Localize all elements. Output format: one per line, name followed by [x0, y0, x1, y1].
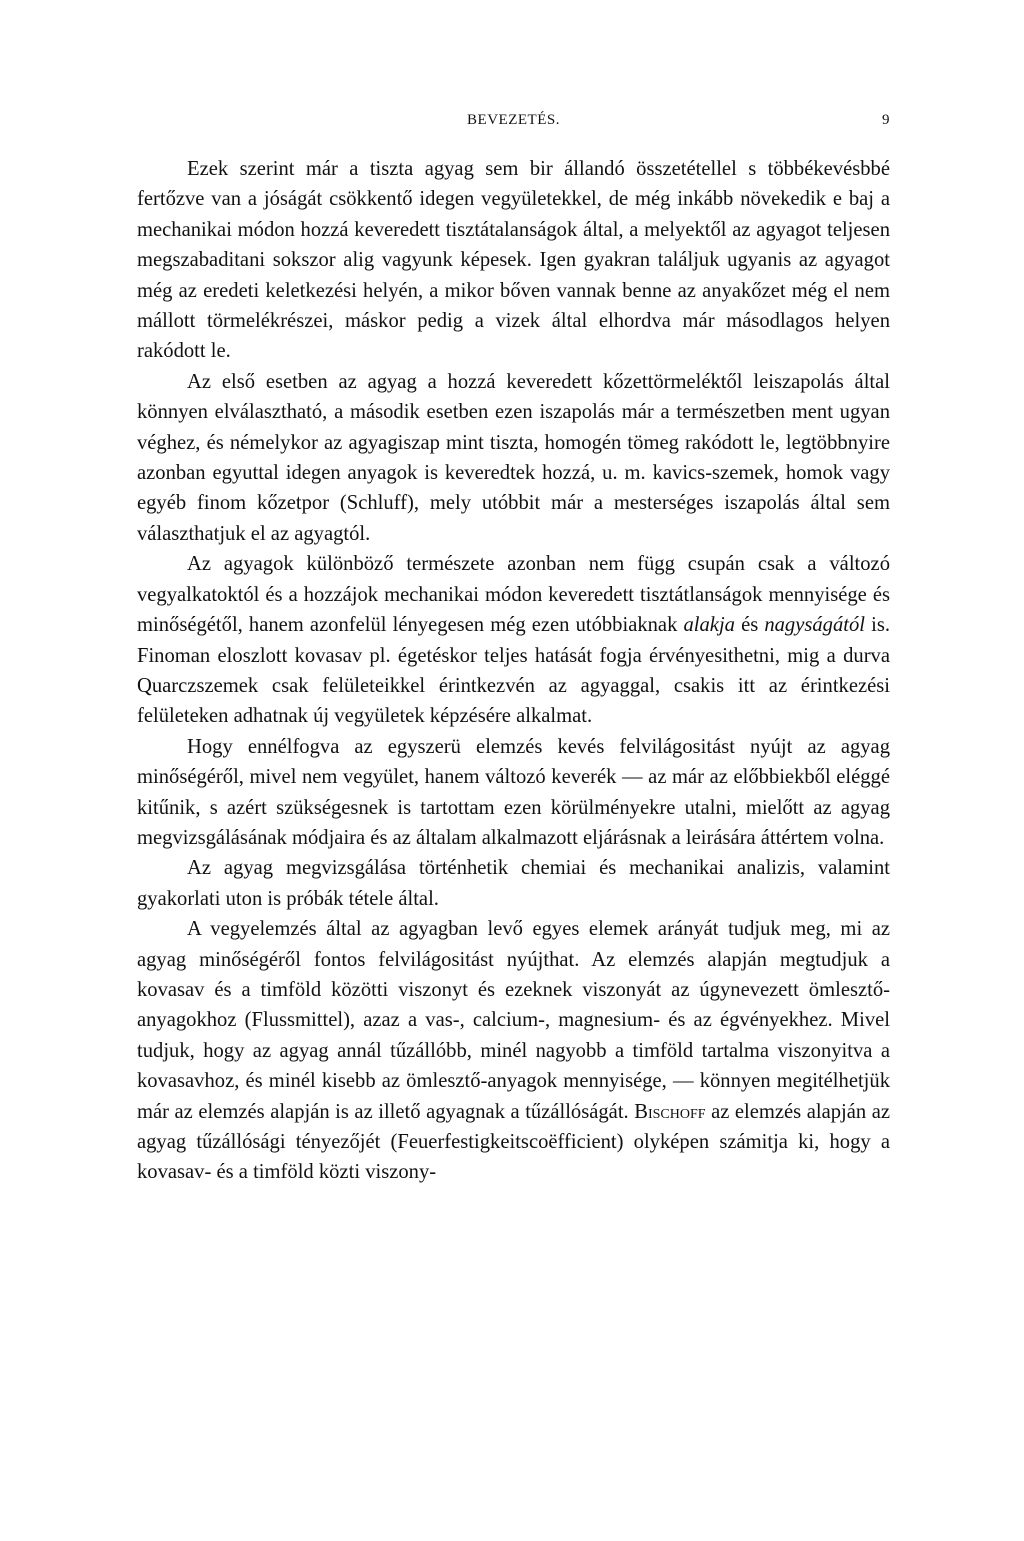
paragraph-3-text-c: is. Finoman eloszlott kovasav pl. égetéskor teljes hatását fogja érvényesithetni, mig a durva Quarczszemek csak felületeikkel érintkezvén az agyaggal, csakis itt az érintkezési felületeken adhatnak új vegyületek képzésére alkalmat. [137, 614, 890, 728]
page-number: 9 [882, 112, 890, 128]
paragraph-6-text-a: A vegyelemzés által az agyagban levő egyes elemek arányát tudjuk meg, mi az agyag minőségéről fontos felvilágositást nyújthat. Az elemzés alapján megtudjuk a kovasav és a timföld közötti viszonyt és ezeknek viszonyát az úgynevezett ömlesztő-anyagokhoz (Flussmittel), azaz a vas-, calcium-, magnesium- és az égvényekhez. Mivel tudjuk, hogy az agyag annál tűzállóbb, minél nagyobb a timföld tartalma viszonyitva a kovasavhoz, és minél kisebb az ömlesztő-anyagok mennyisége, — könnyen megitélhetjük már az elemzés alapján is az illető agyagnak a tűzállóságát. [137, 918, 890, 1123]
paragraph-1: Ezek szerint már a tiszta agyag sem bir állandó összetétellel s többékevésbbé fertőzve van a jóságát csökkentő idegen vegyületekkel, de még inkább növekedik e baj a mechanikai módon hozzá keveredett tisztátalanságok által, a melyektől az agyagot teljesen megszabaditani sokszor alig vagyunk képesek. Igen gyakran találjuk ugyanis az agyagot még az eredeti keletkezési helyén, a mikor bőven vannak benne az anyakőzet még el nem mállott törmelékrészei, máskor pedig a vizek által elhordva már másodlagos helyen rakódott le. [137, 158, 890, 363]
body-text [137, 154, 890, 1188]
author-name-bischoff: Bischoff [634, 1100, 706, 1123]
italic-term-nagysagatol: nagyságától [764, 614, 866, 637]
running-head [137, 112, 890, 136]
running-head-title: BEVEZETÉS. [467, 112, 560, 128]
italic-term-alakja: alakja [683, 614, 735, 637]
paragraph-3-text-a: Az agyagok különböző természete azonban nem függ csupán csak a változó vegyalkatoktól és a hozzájok mechanikai módon keveredett tisztátlanságok mennyisége és minőségétől, hanem azonfelül lényegesen még ezen utóbbiaknak [137, 553, 890, 637]
paragraph-3 [137, 549, 890, 731]
paragraph-2: Az első esetben az agyag a hozzá keveredett kőzettörmeléktől leiszapolás által könnyen elválasztható, a második esetben ezen iszapolás már a természetben ment ugyan véghez, és némelykor az agyagiszap mint tiszta, homogén tömeg rakódott le, legtöbbnyire azonban egyuttal idegen anyagok is keveredtek hozzá, u. m. kavics-szemek, homok vagy egyéb finom kőzetpor (Schluff), mely utóbbit már a mesterséges iszapolás által sem választhatjuk el az agyagtól. [137, 370, 890, 545]
paragraph-3-text-b: és [734, 614, 765, 637]
paragraph-6 [137, 914, 890, 1188]
paragraph-4: Hogy ennélfogva az egyszerü elemzés kevés felvilágositást nyújt az agyag minőségéről, mivel nem vegyület, hanem változó keverék — az már az előbbiekből eléggé kitűnik, s azért szükségesnek is tartottam ezen körülményekre utalni, mielőtt az agyag megvizsgálásának módjaira és az általam alkalmazott eljárásnak a leirására áttértem volna. [137, 735, 890, 849]
book-page [137, 112, 890, 1188]
paragraph-6-text-b: az elemzés alapján az agyag tűzállósági tényezőjét (Feuerfestigkeitscoëfficient) olyképen számitja ki, hogy a kovasav- és a timföld közti viszony- [137, 1100, 890, 1184]
paragraph-5: Az agyag megvizsgálása történhetik chemiai és mechanikai analizis, valamint gyakorlati uton is próbák tétele által. [137, 857, 890, 910]
